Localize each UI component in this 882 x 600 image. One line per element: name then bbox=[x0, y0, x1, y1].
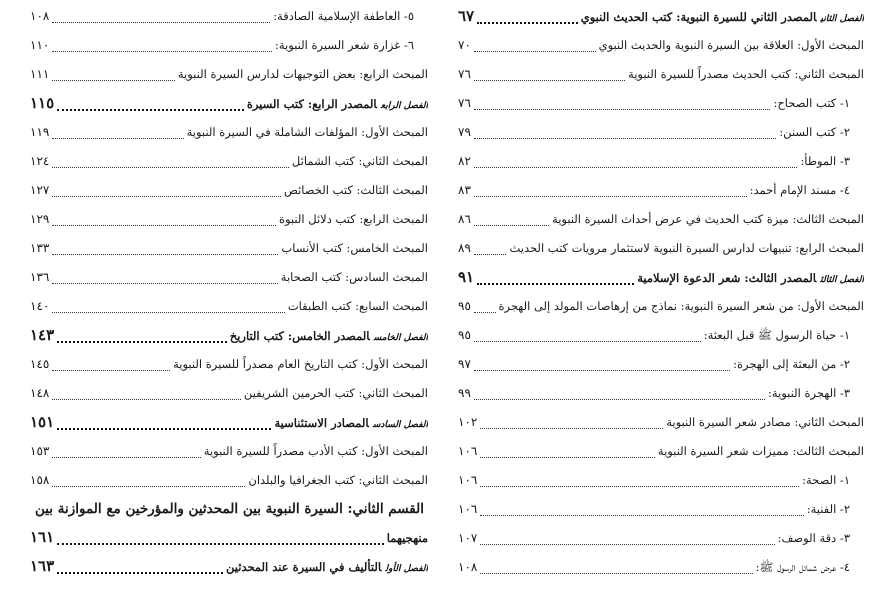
toc-entry[interactable] bbox=[458, 553, 864, 582]
toc-entry-text: المبحث الأول: كتب التاريخ العام مصدراً للسيرة النبوية bbox=[173, 357, 428, 371]
page-number: ١٤٣ bbox=[30, 326, 55, 344]
page-number: ١٣٦ bbox=[30, 270, 50, 284]
page-number: ١٥١ bbox=[30, 413, 55, 431]
toc-entry-text: المبحث الثاني: كتب الحديث مصدراً للسيرة النبوية bbox=[628, 67, 864, 81]
dot-leader bbox=[480, 486, 799, 487]
dot-leader bbox=[52, 254, 278, 255]
toc-entry-text: المبحث السابع: كتب الطبقات bbox=[287, 299, 428, 313]
toc-entry-text: ٢- كتب السنن: bbox=[779, 125, 850, 139]
toc-entry[interactable] bbox=[458, 495, 864, 524]
page-number: ١٦٣ bbox=[30, 557, 55, 575]
page-number: ٧٩ bbox=[458, 125, 471, 139]
toc-entry-title bbox=[281, 234, 428, 263]
toc-entry[interactable] bbox=[458, 466, 864, 495]
toc-entry[interactable] bbox=[458, 118, 864, 147]
toc-entry-title bbox=[281, 263, 428, 292]
toc-entry-text: المبحث الثالث: مميزات شعر السيرة النبوية bbox=[657, 444, 864, 458]
toc-entry[interactable] bbox=[458, 379, 864, 408]
page-number: ١٢٤ bbox=[30, 154, 50, 168]
toc-entry[interactable] bbox=[458, 234, 864, 263]
toc-entry-text: ٥- العاطفة الإسلامية الصادقة: bbox=[273, 9, 414, 23]
page-number: ١٠٨ bbox=[30, 9, 50, 23]
toc-entry-text: المبحث الأول: العلاقة بين السيرة النبوية والحديث النبوي bbox=[598, 38, 864, 52]
toc-entry-text: المبحث الخامس: كتب الأنساب bbox=[281, 241, 428, 255]
toc-entry[interactable] bbox=[30, 234, 428, 263]
toc-entry-title bbox=[230, 322, 428, 350]
toc-entry-text: منهجيهما bbox=[386, 531, 428, 545]
toc-entry-title bbox=[581, 3, 864, 31]
toc-entry-title bbox=[750, 176, 864, 205]
dot-leader bbox=[474, 51, 596, 52]
dot-leader bbox=[52, 399, 241, 400]
dot-leader bbox=[474, 80, 625, 81]
dot-leader bbox=[477, 283, 634, 285]
toc-entry-title bbox=[387, 524, 428, 552]
dot-leader bbox=[474, 399, 765, 400]
dot-leader bbox=[480, 573, 752, 574]
toc-entry[interactable] bbox=[30, 350, 428, 379]
page-number: ٩٩ bbox=[458, 386, 471, 400]
toc-entry-text: المبحث السادس: كتب الصحابة bbox=[280, 270, 428, 284]
toc-entry-title bbox=[800, 147, 864, 176]
chapter-badge: الفصل الأول bbox=[385, 564, 428, 574]
page-number: ١١٠ bbox=[30, 38, 50, 52]
toc-entry-text: ١- كتب الصحاح: bbox=[773, 96, 850, 110]
dot-leader bbox=[480, 457, 655, 458]
toc-entry[interactable] bbox=[30, 292, 428, 321]
toc-entry-text: المبحث الثاني: كتب الشمائل bbox=[291, 154, 428, 168]
page-number: ١٠٢ bbox=[458, 415, 478, 429]
dot-leader bbox=[52, 370, 170, 371]
toc-entry[interactable] bbox=[30, 60, 428, 89]
toc-entry[interactable] bbox=[30, 118, 428, 147]
toc-entry-title bbox=[509, 234, 864, 263]
toc-entry-title bbox=[768, 379, 864, 408]
chapter-badge: الفصل الثالث bbox=[820, 275, 864, 285]
toc-right-column bbox=[458, 2, 864, 582]
toc-entry-title bbox=[807, 495, 864, 524]
dot-leader bbox=[52, 196, 281, 197]
toc-entry-title bbox=[756, 553, 864, 582]
toc-entry[interactable] bbox=[30, 466, 428, 495]
toc-entry-text: المصادر الاستئناسية bbox=[274, 416, 369, 430]
page-number: ١١١ bbox=[30, 67, 50, 81]
toc-entry-text: ٣- دقة الوصف: bbox=[777, 531, 850, 545]
dot-leader bbox=[474, 196, 747, 197]
toc-entry[interactable] bbox=[458, 147, 864, 176]
toc-entry[interactable] bbox=[30, 263, 428, 292]
toc-chapter-entry[interactable] bbox=[30, 321, 428, 350]
dot-leader bbox=[480, 515, 803, 516]
toc-entry-text: ١- حياة الرسول ﷺ قبل البعثة: bbox=[703, 328, 850, 342]
toc-entry-text: المبحث الرابع: بعض التوجيهات لدارس السيرة النبوية bbox=[177, 67, 428, 81]
toc-entry-text: ٦- غزارة شعر السيرة النبوية: bbox=[275, 38, 414, 52]
dot-leader bbox=[52, 486, 245, 487]
toc-entry-title bbox=[279, 205, 428, 234]
toc-entry-text: ٤- مسند الإمام أحمد: bbox=[749, 183, 850, 197]
dot-leader bbox=[474, 225, 549, 226]
page-number: ٨٢ bbox=[458, 154, 471, 168]
toc-chapter-entry[interactable] bbox=[30, 552, 428, 581]
dot-leader bbox=[52, 283, 277, 284]
chapter-badge: الفصل الثاني bbox=[820, 14, 864, 24]
dot-leader bbox=[57, 572, 223, 574]
dot-leader bbox=[52, 457, 200, 458]
dot-leader bbox=[52, 312, 285, 313]
toc-entry-title bbox=[599, 31, 864, 60]
page-number: ١٠٦ bbox=[458, 473, 478, 487]
dot-leader bbox=[474, 167, 798, 168]
dot-leader bbox=[474, 254, 507, 255]
page-number: ١٤٠ bbox=[30, 299, 50, 313]
toc-entry[interactable] bbox=[458, 205, 864, 234]
page-number: ١٣٣ bbox=[30, 241, 50, 255]
toc-entry[interactable] bbox=[458, 60, 864, 89]
toc-entry-text: المبحث الأول: كتب الأدب مصدراً للسيرة النبوية bbox=[203, 444, 428, 458]
toc-entry[interactable] bbox=[458, 176, 864, 205]
dot-leader bbox=[474, 312, 496, 313]
toc-entry[interactable] bbox=[30, 31, 428, 60]
toc-entry-title bbox=[244, 379, 428, 408]
toc-entry-text: ٢- الفنية: bbox=[806, 502, 850, 516]
page-number: ١٠٨ bbox=[458, 560, 478, 574]
toc-entry-title bbox=[274, 409, 428, 437]
toc-entry-title bbox=[704, 321, 864, 350]
dot-leader bbox=[57, 428, 271, 430]
toc-entry-text: المبحث الأول: المؤلفات الشاملة في السيرة النبوية bbox=[186, 125, 428, 139]
toc-entry-title bbox=[778, 524, 864, 553]
toc-entry-text: المصدر الخامس: كتب التاريخ bbox=[229, 329, 370, 343]
dot-leader bbox=[52, 80, 175, 81]
toc-entry-title bbox=[637, 264, 864, 292]
toc-chapter-entry[interactable] bbox=[458, 2, 864, 31]
toc-entry-text: المبحث الثاني: مصادر شعر السيرة النبوية bbox=[666, 415, 864, 429]
part-heading: القسم الثاني: السيرة النبوية بين المحدثين والمؤرخين مع الموازنة بين bbox=[34, 501, 424, 517]
toc-left-column bbox=[30, 2, 428, 581]
dot-leader bbox=[480, 428, 663, 429]
toc-entry-text: المبحث الثالث: كتب الخصائص bbox=[284, 183, 428, 197]
toc-entry-title bbox=[273, 2, 428, 31]
toc-entry-title bbox=[292, 147, 428, 176]
dot-leader bbox=[57, 109, 244, 111]
dot-leader bbox=[474, 370, 730, 371]
toc-entry-title bbox=[275, 31, 428, 60]
toc-entry-text: المبحث الرابع: تنبيهات لدارس السيرة النبوية لاستثمار مرويات كتب الحديث bbox=[509, 241, 864, 255]
toc-entry-title bbox=[733, 350, 864, 379]
toc-entry-text: المصدر الثاني للسيرة النبوية: كتب الحديث النبوي bbox=[580, 10, 817, 24]
page-number: ٨٣ bbox=[458, 183, 471, 197]
dot-leader bbox=[480, 544, 774, 545]
toc-entry[interactable] bbox=[458, 350, 864, 379]
page-number: ٧٠ bbox=[458, 38, 471, 52]
page-number: ٧٦ bbox=[458, 96, 471, 110]
dot-leader bbox=[477, 22, 578, 24]
toc-entry-title bbox=[552, 205, 864, 234]
page-number: ١٠٦ bbox=[458, 502, 478, 516]
toc-entry[interactable] bbox=[30, 437, 428, 466]
toc-entry[interactable] bbox=[458, 437, 864, 466]
page-number: ١٤٨ bbox=[30, 386, 50, 400]
toc-entry-text: المصدر الرابع: كتب السيرة bbox=[246, 97, 377, 111]
toc-chapter-entry[interactable] bbox=[458, 263, 864, 292]
toc-entry[interactable] bbox=[458, 408, 864, 437]
toc-entry[interactable] bbox=[30, 379, 428, 408]
toc-entry[interactable] bbox=[30, 176, 428, 205]
toc-entry-text: ٢- من البعثة إلى الهجرة: bbox=[733, 357, 850, 371]
toc-entry-text: ١- الصحة: bbox=[802, 473, 850, 487]
toc-entry[interactable] bbox=[458, 31, 864, 60]
toc-entry-text: المبحث الثاني: كتب الجغرافيا والبلدان bbox=[248, 473, 428, 487]
toc-entry-text: المبحث الثاني: كتب الحرمين الشريفين bbox=[243, 386, 428, 400]
page-number: ٩١ bbox=[458, 268, 475, 286]
page-number: ١٦١ bbox=[30, 528, 55, 546]
toc-entry-title bbox=[779, 118, 864, 147]
toc-entry-text: ٤- عرض شمائل الرسول ﷺ: bbox=[755, 560, 850, 574]
toc-entry-text: ٣- الهجرة النبوية: bbox=[768, 386, 850, 400]
toc-entry-title bbox=[773, 89, 864, 118]
toc-entry-title bbox=[247, 90, 428, 118]
toc-entry-title bbox=[173, 350, 428, 379]
toc-entry-title bbox=[288, 292, 428, 321]
toc-entry-title bbox=[248, 466, 428, 495]
page-number: ٩٥ bbox=[458, 328, 471, 342]
toc-entry-text: المصدر الثالث: شعر الدعوة الإسلامية bbox=[637, 271, 817, 285]
dot-leader bbox=[474, 138, 776, 139]
dot-leader bbox=[474, 341, 701, 342]
page-number: ١٥٣ bbox=[30, 444, 50, 458]
toc-entry[interactable] bbox=[458, 292, 864, 321]
page-number: ٨٦ bbox=[458, 212, 471, 226]
dot-leader bbox=[52, 22, 270, 23]
toc-entry-text: المبحث الثالث: ميزة كتب الحديث في عرض أحداث السيرة النبوية bbox=[552, 212, 864, 226]
dot-leader bbox=[52, 138, 183, 139]
toc-entry-text: المبحث الرابع: كتب دلائل النبوة bbox=[278, 212, 428, 226]
toc-entry[interactable] bbox=[458, 89, 864, 118]
page-number: ١٠٧ bbox=[458, 531, 478, 545]
dot-leader bbox=[52, 225, 276, 226]
toc-entry-title bbox=[187, 118, 428, 147]
chapter-badge: الفصل الرابع bbox=[380, 101, 428, 111]
page-number: ١٠٦ bbox=[458, 444, 478, 458]
toc-entry-text: المبحث الأول: من شعر السيرة النبوية: نماذج من إرهاصات المولد إلى الهجرة bbox=[498, 299, 864, 313]
page-number: ٩٧ bbox=[458, 357, 471, 371]
chapter-badge: الفصل السادس bbox=[372, 420, 428, 430]
toc-entry[interactable] bbox=[30, 147, 428, 176]
dot-leader bbox=[57, 543, 384, 545]
dot-leader bbox=[52, 51, 272, 52]
toc-entry[interactable] bbox=[458, 321, 864, 350]
toc-entry-title bbox=[178, 60, 428, 89]
toc-entry-text: ٣- الموطأ: bbox=[800, 154, 850, 168]
page-number: ١٢٧ bbox=[30, 183, 50, 197]
dot-leader bbox=[474, 109, 771, 110]
page-number: ١١٥ bbox=[30, 94, 55, 112]
toc-entry[interactable] bbox=[458, 524, 864, 553]
page-number: ٦٧ bbox=[458, 7, 475, 25]
toc-entry[interactable] bbox=[30, 2, 428, 31]
toc-entry-title bbox=[666, 408, 864, 437]
dot-leader bbox=[57, 341, 227, 343]
chapter-badge: الفصل الخامس bbox=[373, 333, 428, 343]
page-number: ٧٦ bbox=[458, 67, 471, 81]
toc-chapter-entry[interactable] bbox=[30, 89, 428, 118]
dot-leader bbox=[52, 167, 289, 168]
page-number: ١٢٩ bbox=[30, 212, 50, 226]
toc-entry-title bbox=[226, 553, 428, 581]
toc-entry-text: التأليف في السيرة عند المحدثين bbox=[226, 560, 382, 574]
page-number: ١٤٥ bbox=[30, 357, 50, 371]
toc-entry-title bbox=[499, 292, 864, 321]
page-number: ١١٩ bbox=[30, 125, 50, 139]
toc-entry[interactable] bbox=[30, 205, 428, 234]
toc-chapter-entry[interactable] bbox=[30, 408, 428, 437]
toc-entry-title bbox=[658, 437, 864, 466]
page-number: ١٥٨ bbox=[30, 473, 50, 487]
page-number: ٨٩ bbox=[458, 241, 471, 255]
toc-entry-title bbox=[628, 60, 864, 89]
page-number: ٩٥ bbox=[458, 299, 471, 313]
toc-entry[interactable] bbox=[30, 523, 428, 552]
toc-entry-title bbox=[802, 466, 864, 495]
toc-entry-title bbox=[284, 176, 428, 205]
toc-entry-title bbox=[204, 437, 428, 466]
